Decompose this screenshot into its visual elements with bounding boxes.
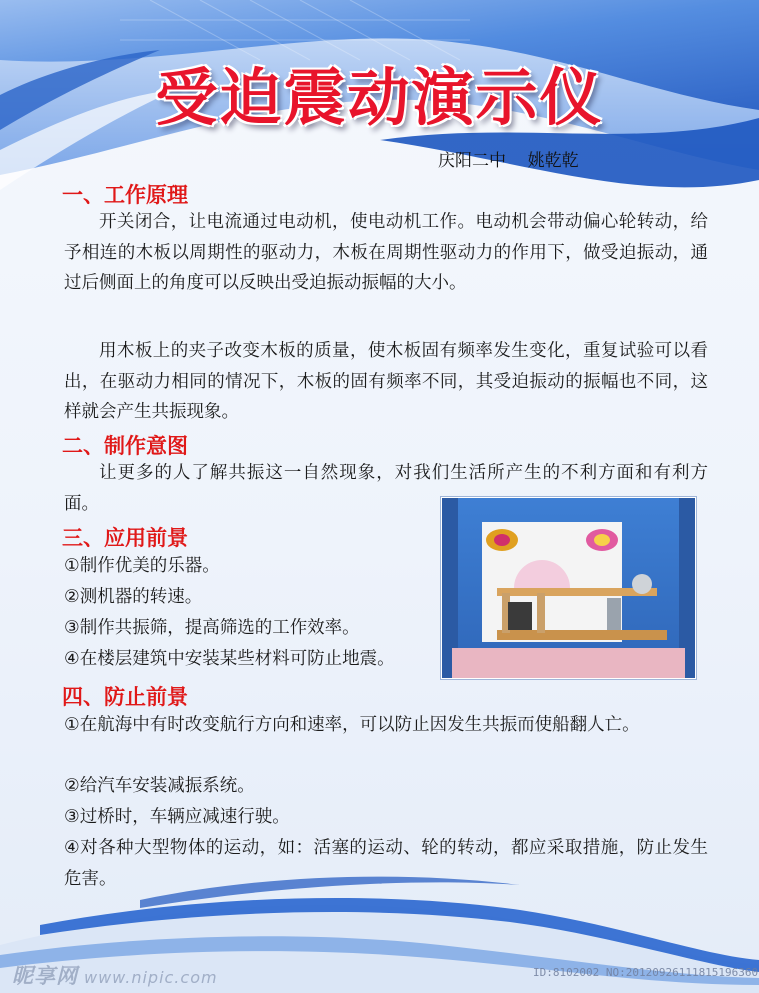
section-heading-intent: 二、制作意图 xyxy=(62,434,188,458)
section-heading-principle: 一、工作原理 xyxy=(62,183,188,207)
prevention-item: ④对各种大型物体的运动，如：活塞的运动、轮的转动，都应采取措施，防止发生危害。 xyxy=(64,838,708,889)
application-item: ④在楼层建筑中安装某些材料可防止地震。 xyxy=(64,649,395,669)
watermark-brand: 昵享网 xyxy=(12,964,78,988)
principle-paragraph-1: 开关闭合，让电流通过电动机，使电动机工作。电动机会带动偏心轮转动，给予相连的木板以周期性的驱动力，木板在周期性驱动力的作用下，做受迫振动，通过后侧面上的角度可以反映出受迫振动振幅的大小。 xyxy=(64,212,708,293)
section-heading-application: 三、应用前景 xyxy=(62,526,188,550)
site-watermark xyxy=(12,960,218,990)
device-photo xyxy=(441,497,696,679)
section-heading-prevention: 四、防止前景 xyxy=(62,685,188,709)
application-item: ②测机器的转速。 xyxy=(64,587,203,607)
prevention-item: ②给汽车安装减振系统。 xyxy=(64,776,255,796)
prevention-item: ①在航海中有时改变航行方向和速率，可以防止因发生共振而使船翻人亡。 xyxy=(64,715,640,735)
prevention-item: ③过桥时，车辆应减速行驶。 xyxy=(64,807,290,827)
intent-paragraph: 让更多的人了解共振这一自然现象，对我们生活所产生的不利方面和有利方面。 xyxy=(64,463,708,514)
principle-paragraph-2: 用木板上的夹子改变木板的质量，使木板固有频率发生变化，重复试验可以看出，在驱动力相同的情况下，木板的固有频率不同，其受迫振动的振幅也不同，这样就会产生共振现象。 xyxy=(64,341,708,422)
author-line: 庆阳二中 姚乾乾 xyxy=(438,151,579,171)
poster-title: 受迫震动演示仪 xyxy=(155,61,604,134)
watermark-url: www.nipic.com xyxy=(84,968,218,987)
image-id-watermark: ID:8102002 NO:20120926111815196360 xyxy=(533,966,759,979)
application-item: ③制作共振筛，提高筛选的工作效率。 xyxy=(64,618,360,638)
application-item: ①制作优美的乐器。 xyxy=(64,556,220,576)
